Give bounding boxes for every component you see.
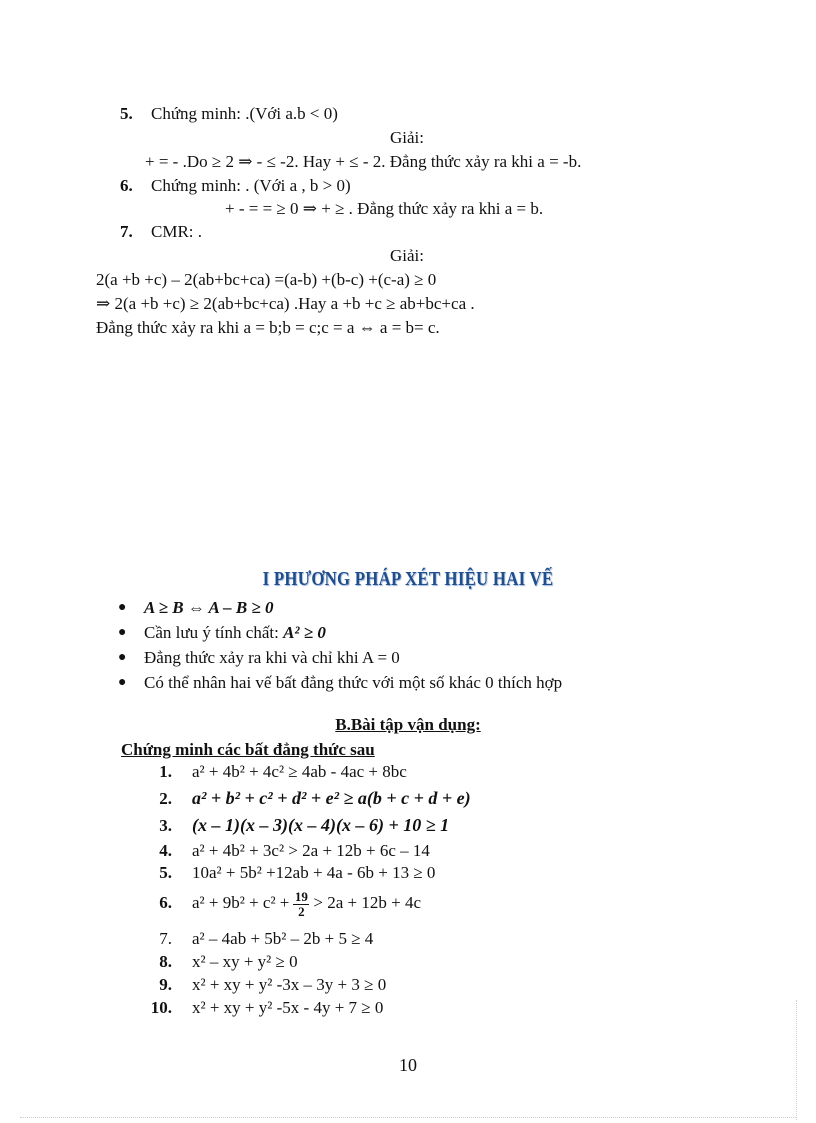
page-border-right xyxy=(796,1000,797,1120)
exercise-item xyxy=(120,863,720,883)
fraction-numerator: 19 xyxy=(294,888,308,904)
solution-line-3: Đẳng thức xảy ra khi a = b;b = c;c = a ⇔ a = b= c. xyxy=(96,318,440,337)
exercise-number: 8. xyxy=(159,952,172,971)
exercise-text: a² + b² + c² + d² + e² ≥ a(b + c + d + e) xyxy=(192,788,471,808)
exercise-text: 10a² + 5b² +12ab + 4a - 6b + 13 ≥ 0 xyxy=(192,863,436,882)
item-6 xyxy=(120,176,351,196)
bullet-dot-icon: ● xyxy=(118,650,127,665)
item-5-solution: + = - .Do ≥ 2 ⇒ - ≤ -2. Hay + ≤ - 2. Đẳng thức xảy ra khi a = -b. xyxy=(145,152,582,171)
method-bullet-list xyxy=(118,597,562,697)
item-5 xyxy=(120,104,338,124)
exercise-number: 6. xyxy=(159,893,172,912)
exercise-text: x² – xy + y² ≥ 0 xyxy=(192,952,298,971)
item-5-number: 5. xyxy=(120,104,133,123)
exercise-item xyxy=(120,929,720,949)
page-number: 10 xyxy=(399,1055,417,1075)
exercises-subtitle: Chứng minh các bất đẳng thức sau xyxy=(121,740,375,759)
exercise-number: 5. xyxy=(159,863,172,882)
exercise-number: 7. xyxy=(159,929,172,948)
exercise-text: a² + 9b² + c² + xyxy=(192,893,290,912)
bullet-text: Có thể nhân hai vế bất đẳng thức với một số khác 0 thích hợp xyxy=(144,673,563,692)
exercise-text: a² + 4b² + 4c² ≥ 4ab - 4ac + 8bc xyxy=(192,762,407,781)
bullet-item xyxy=(118,597,562,622)
bullet-text: A ≥ B ⇔ A – B ≥ 0 xyxy=(144,598,274,617)
bullet-item xyxy=(118,647,562,672)
exercise-number: 2. xyxy=(159,789,172,808)
item-5-text: Chứng minh: .(Với a.b < 0) xyxy=(151,104,338,123)
exercise-text: x² + xy + y² -3x – 3y + 3 ≥ 0 xyxy=(192,975,387,994)
page-border-bottom xyxy=(20,1117,796,1118)
exercise-item xyxy=(120,886,720,920)
bullet-item xyxy=(118,622,562,647)
bullet-text: Đẳng thức xảy ra khi và chỉ khi A = 0 xyxy=(144,648,400,667)
item-6-solution: + - = = ≥ 0 ⇒ + ≥ . Đẳng thức xảy ra khi a = b. xyxy=(225,199,544,218)
bullet-text: Cần lưu ý tính chất: xyxy=(144,623,279,642)
exercise-number: 4. xyxy=(159,841,172,860)
fraction-denominator: 2 xyxy=(298,903,305,919)
exercise-item xyxy=(120,952,720,972)
exercise-item xyxy=(120,762,720,782)
exercise-item xyxy=(120,975,720,995)
exercise-number: 1. xyxy=(159,762,172,781)
solution-line-2: ⇒ 2(a +b +c) ≥ 2(ab+bc+ca) .Hay a +b +c ≥ ab+bc+ca . xyxy=(96,294,475,313)
exercise-item xyxy=(120,815,720,836)
bullet-dot-icon: ● xyxy=(118,600,127,615)
exercise-number: 9. xyxy=(159,975,172,994)
exercise-number: 10. xyxy=(150,998,172,1017)
exercise-item xyxy=(120,788,720,809)
exercise-number: 3. xyxy=(159,816,172,835)
solution-label-1: Giải: xyxy=(390,128,424,147)
exercise-item xyxy=(120,841,720,861)
item-7-text: CMR: . xyxy=(151,222,203,241)
exercise-text: x² + xy + y² -5x - 4y + 7 ≥ 0 xyxy=(192,998,384,1017)
exercise-text: (x – 1)(x – 3)(x – 4)(x – 6) + 10 ≥ 1 xyxy=(192,815,450,835)
solution-line-1: 2(a +b +c) – 2(ab+bc+ca) =(a-b) +(b-c) +(c-a) ≥ 0 xyxy=(96,270,437,289)
exercise-text-after: > 2a + 12b + 4c xyxy=(313,893,422,912)
fraction xyxy=(293,890,309,919)
exercise-item xyxy=(120,998,720,1018)
solution-label-2: Giải: xyxy=(390,246,424,265)
bullet-math: A² ≥ 0 xyxy=(283,623,326,642)
bullet-dot-icon: ● xyxy=(118,625,127,640)
bullet-dot-icon: ● xyxy=(118,675,127,690)
item-6-text: Chứng minh: . (Với a , b > 0) xyxy=(151,176,351,195)
section-heading: I PHƯƠNG PHÁP XÉT HIỆU HAI VẾ xyxy=(262,568,554,590)
item-7-number: 7. xyxy=(120,222,133,241)
exercises-title: B.Bài tập vận dụng: xyxy=(335,715,481,734)
item-6-number: 6. xyxy=(120,176,133,195)
exercise-text: a² – 4ab + 5b² – 2b + 5 ≥ 4 xyxy=(192,929,374,948)
bullet-item xyxy=(118,672,562,697)
exercise-text: a² + 4b² + 3c² > 2a + 12b + 6c – 14 xyxy=(192,841,430,860)
item-7 xyxy=(120,222,202,242)
